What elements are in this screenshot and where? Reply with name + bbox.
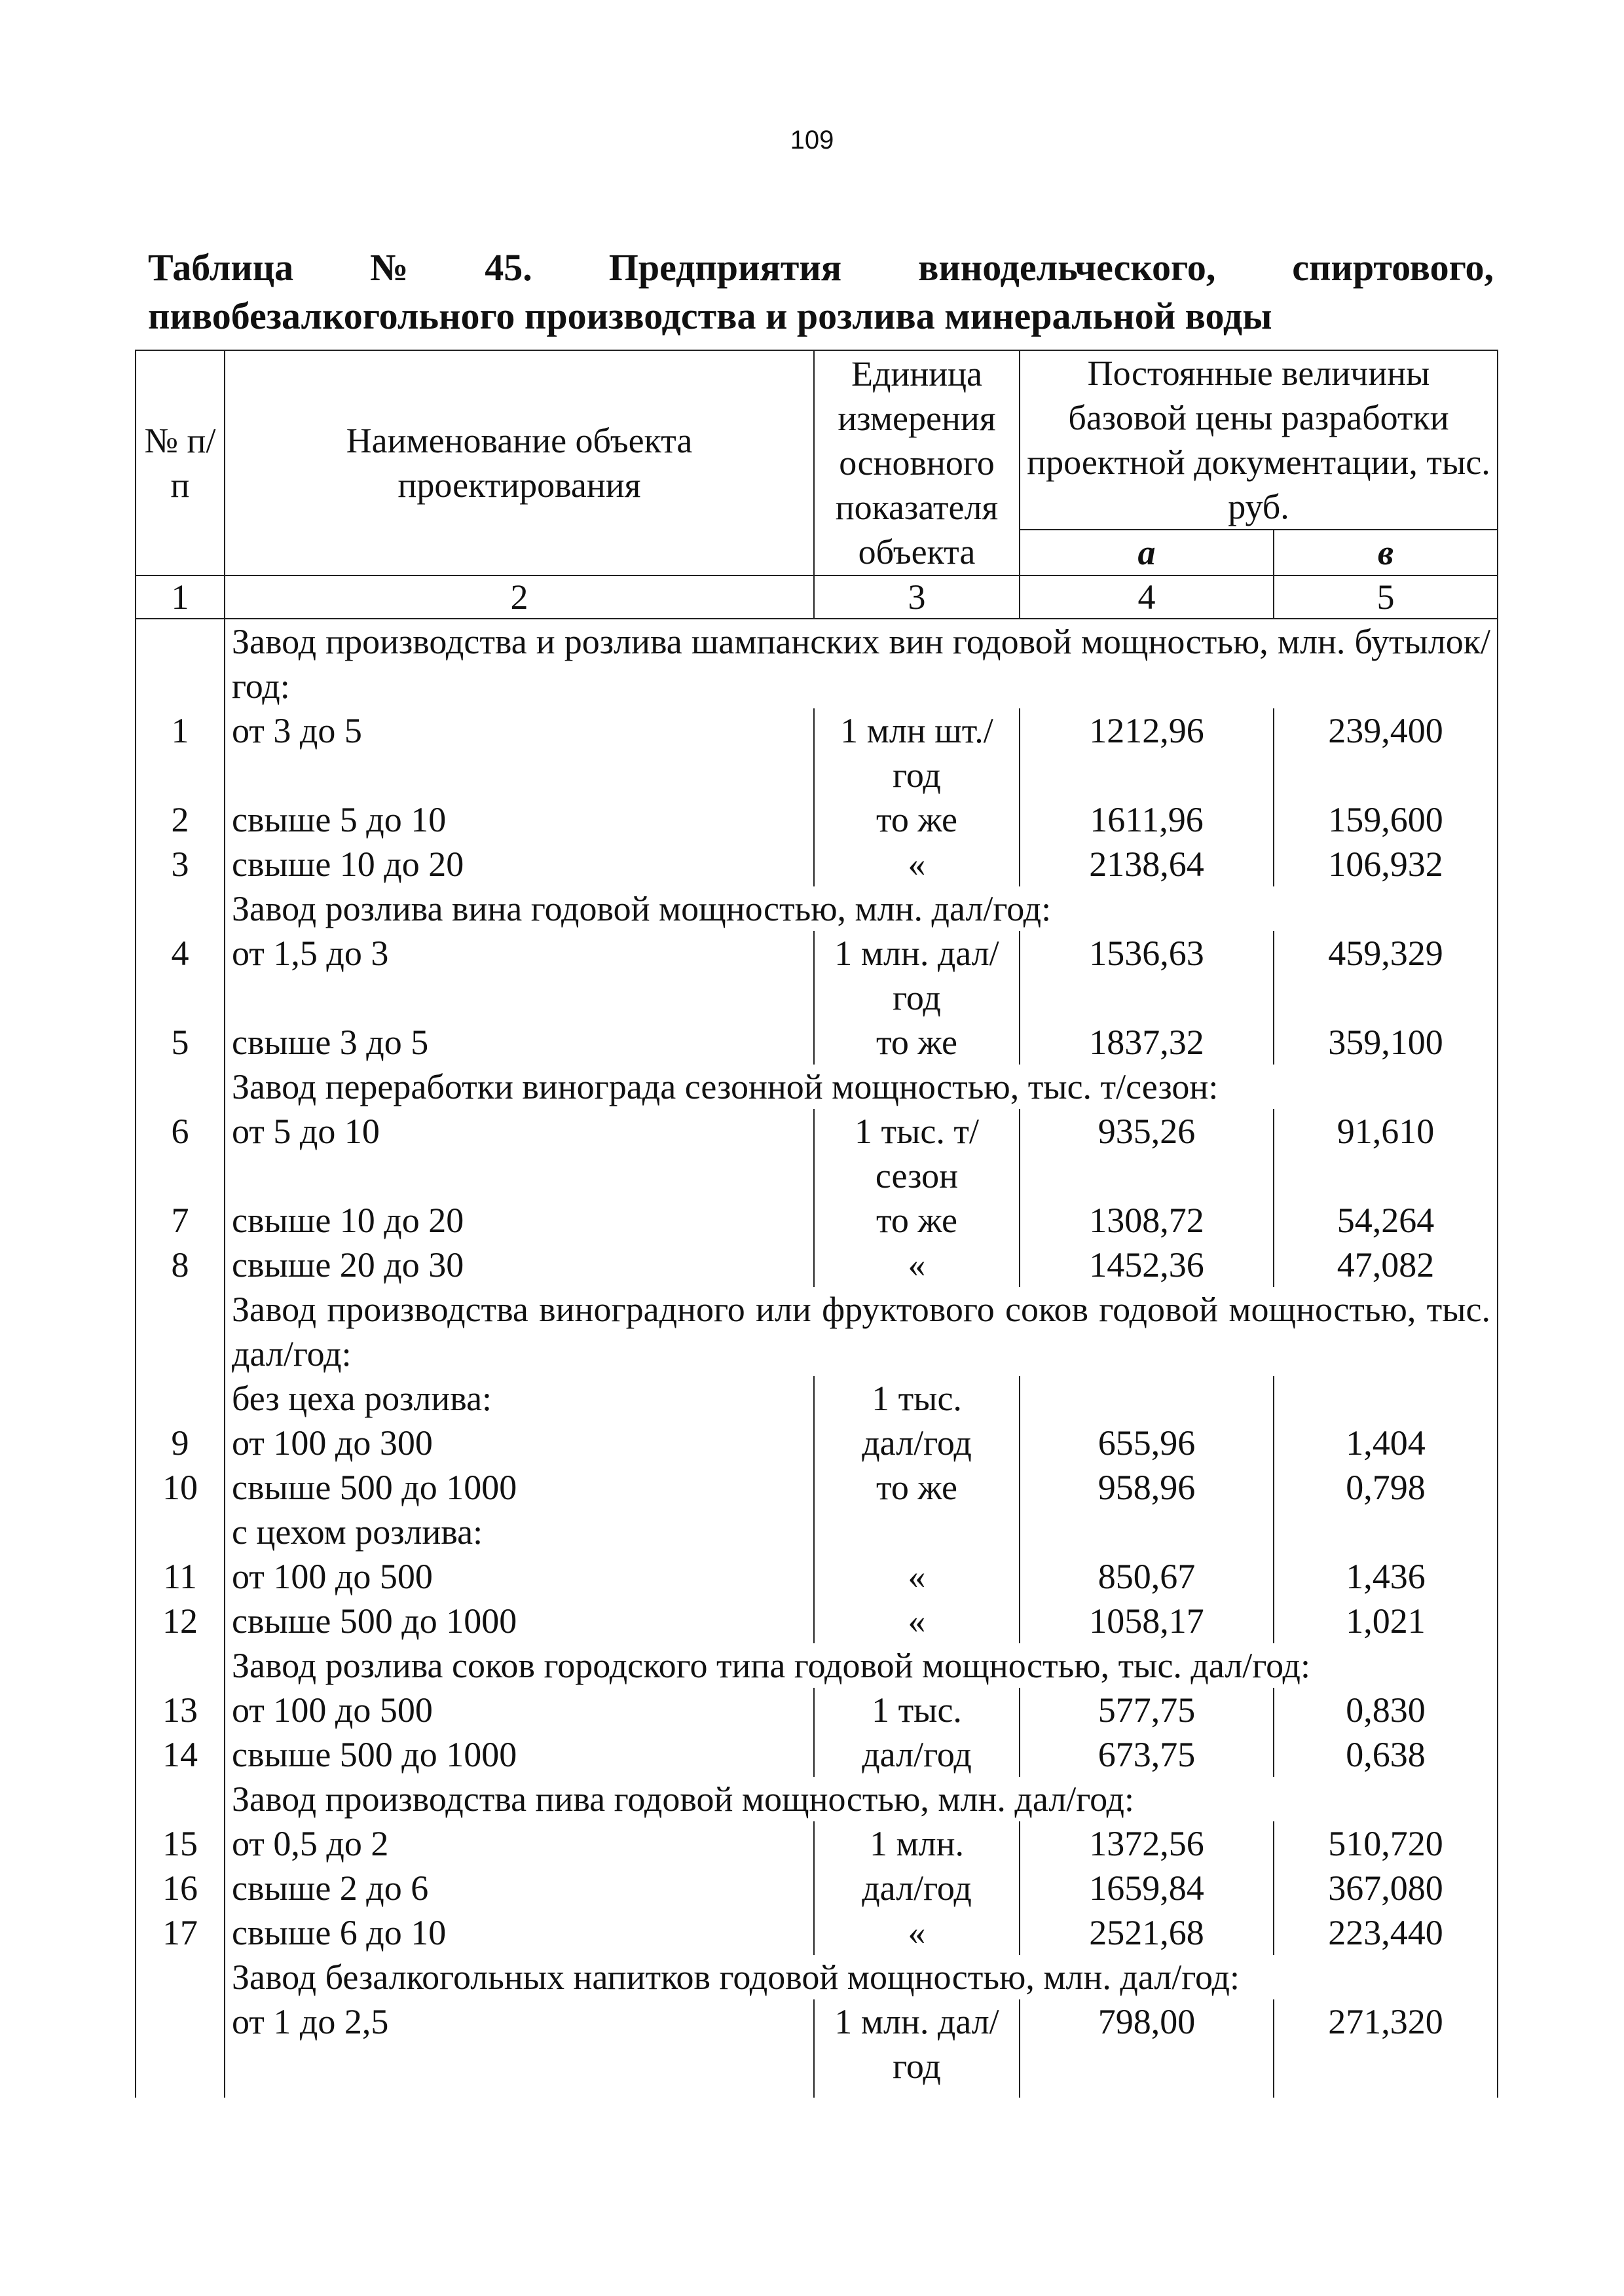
unit-cell: то же xyxy=(814,1198,1020,1243)
price-v-cell: 91,610 xyxy=(1274,1109,1498,1198)
price-v-cell: 1,021 xyxy=(1274,1599,1498,1643)
section-row xyxy=(136,1643,1498,1688)
table-row xyxy=(136,1599,1498,1643)
title-word: 45. xyxy=(485,246,532,289)
price-v-cell: 239,400 xyxy=(1274,708,1498,797)
unit-cell: 1 млн. дал/год xyxy=(814,931,1020,1020)
unit-cell: дал/год xyxy=(814,1866,1020,1910)
price-v-cell: 54,264 xyxy=(1274,1198,1498,1243)
row-number-cell: 9 xyxy=(136,1421,225,1465)
unit-cell: « xyxy=(814,1910,1020,1955)
object-name-cell: без цеха розлива: xyxy=(225,1376,814,1421)
row-number-cell xyxy=(136,1287,225,1376)
price-a-cell: 1611,96 xyxy=(1020,797,1274,842)
price-v-cell: 223,440 xyxy=(1274,1910,1498,1955)
price-a-cell: 1452,36 xyxy=(1020,1243,1274,1287)
price-v-cell: 510,720 xyxy=(1274,1821,1498,1866)
row-number-cell xyxy=(136,1777,225,1821)
row-number-cell: 2 xyxy=(136,797,225,842)
unit-cell: 1 млн. xyxy=(814,1821,1020,1866)
table-row xyxy=(136,1821,1498,1866)
section-heading-cell: Завод производства виноградного или фруктового соков годовой мощностью, тыс. дал/год: xyxy=(225,1287,1498,1376)
row-number-cell: 5 xyxy=(136,1020,225,1065)
table-body xyxy=(136,619,1498,2098)
section-row xyxy=(136,1065,1498,1109)
table-header xyxy=(136,350,1498,619)
table-row xyxy=(136,708,1498,797)
row-number-cell: 1 xyxy=(136,708,225,797)
object-name-cell: от 3 до 5 xyxy=(225,708,814,797)
section-row xyxy=(136,1777,1498,1821)
price-a-cell: 1372,56 xyxy=(1020,1821,1274,1866)
price-a-cell: 673,75 xyxy=(1020,1732,1274,1777)
page-number: 109 xyxy=(790,126,834,155)
price-a-cell: 935,26 xyxy=(1020,1109,1274,1198)
price-v-cell: 1,404 xyxy=(1274,1421,1498,1465)
price-a-cell xyxy=(1020,1510,1274,1554)
table-title-line-2: пивобезалкогольного производства и розлива минеральной воды xyxy=(148,295,1272,337)
row-number-cell: 11 xyxy=(136,1554,225,1599)
unit-cell: дал/год xyxy=(814,1732,1020,1777)
title-word: Таблица xyxy=(148,246,294,289)
object-name-cell: свыше 6 до 10 xyxy=(225,1910,814,1955)
header-name: Наименование объекта проектирования xyxy=(225,350,814,575)
table-row xyxy=(136,1243,1498,1287)
price-a-cell: 2521,68 xyxy=(1020,1910,1274,1955)
price-a-cell xyxy=(1020,1376,1274,1421)
table-row xyxy=(136,1866,1498,1910)
object-name-cell: от 100 до 500 xyxy=(225,1688,814,1732)
price-v-cell: 47,082 xyxy=(1274,1243,1498,1287)
object-name-cell: свыше 500 до 1000 xyxy=(225,1732,814,1777)
title-word: спиртового, xyxy=(1292,246,1494,289)
object-name-cell: свыше 20 до 30 xyxy=(225,1243,814,1287)
unit-cell: 1 тыс. т/сезон xyxy=(814,1109,1020,1198)
section-heading-cell: Завод розлива вина годовой мощностью, млн. дал/год: xyxy=(225,886,1498,931)
col-number: 1 xyxy=(136,575,225,619)
price-table-container xyxy=(135,350,1497,2098)
price-v-cell: 1,436 xyxy=(1274,1554,1498,1599)
table-row xyxy=(136,1109,1498,1198)
price-a-cell: 1058,17 xyxy=(1020,1599,1274,1643)
price-a-cell: 850,67 xyxy=(1020,1554,1274,1599)
unit-cell: 1 млн. дал/год xyxy=(814,1999,1020,2098)
unit-cell: то же xyxy=(814,797,1020,842)
section-heading-cell: Завод производства и розлива шампанских вин годовой мощностью, млн. бутылок/год: xyxy=(225,619,1498,708)
section-row xyxy=(136,886,1498,931)
row-number-cell: 17 xyxy=(136,1910,225,1955)
col-number: 2 xyxy=(225,575,814,619)
table-row xyxy=(136,1999,1498,2098)
object-name-cell: от 100 до 500 xyxy=(225,1554,814,1599)
price-v-cell: 359,100 xyxy=(1274,1020,1498,1065)
row-number-cell: 10 xyxy=(136,1465,225,1510)
price-a-cell: 577,75 xyxy=(1020,1688,1274,1732)
header-num: № п/п xyxy=(136,350,225,575)
table-row xyxy=(136,931,1498,1020)
object-name-cell: свыше 3 до 5 xyxy=(225,1020,814,1065)
row-number-cell xyxy=(136,619,225,708)
row-number-cell: 12 xyxy=(136,1599,225,1643)
object-name-cell: свыше 2 до 6 xyxy=(225,1866,814,1910)
price-table xyxy=(135,350,1498,2098)
price-a-cell: 1837,32 xyxy=(1020,1020,1274,1065)
table-row xyxy=(136,1020,1498,1065)
section-row xyxy=(136,1287,1498,1376)
table-row xyxy=(136,1688,1498,1732)
object-name-cell: от 1 до 2,5 xyxy=(225,1999,814,2098)
row-number-cell: 8 xyxy=(136,1243,225,1287)
header-prices: Постоянные величины базовой цены разработки проектной документации, тыс. руб. xyxy=(1020,350,1498,530)
row-number-cell: 16 xyxy=(136,1866,225,1910)
price-a-cell: 798,00 xyxy=(1020,1999,1274,2098)
unit-cell: « xyxy=(814,1243,1020,1287)
unit-cell: 1 млн шт./год xyxy=(814,708,1020,797)
row-number-cell xyxy=(136,1510,225,1554)
object-name-cell: с цехом розлива: xyxy=(225,1510,814,1554)
price-v-cell: 0,830 xyxy=(1274,1688,1498,1732)
object-name-cell: от 5 до 10 xyxy=(225,1109,814,1198)
table-row xyxy=(136,1554,1498,1599)
object-name-cell: от 100 до 300 xyxy=(225,1421,814,1465)
price-a-cell: 1659,84 xyxy=(1020,1866,1274,1910)
price-v-cell xyxy=(1274,1376,1498,1421)
table-row xyxy=(136,797,1498,842)
object-name-cell: свыше 10 до 20 xyxy=(225,842,814,886)
table-row xyxy=(136,1421,1498,1465)
header-sub-a: а xyxy=(1020,530,1274,575)
row-number-cell: 13 xyxy=(136,1688,225,1732)
row-number-cell: 4 xyxy=(136,931,225,1020)
unit-cell: дал/год xyxy=(814,1421,1020,1465)
price-a-cell: 1212,96 xyxy=(1020,708,1274,797)
object-name-cell: свыше 5 до 10 xyxy=(225,797,814,842)
table-row xyxy=(136,842,1498,886)
unit-cell: 1 тыс. xyxy=(814,1376,1020,1421)
section-row xyxy=(136,619,1498,708)
row-number-cell xyxy=(136,1999,225,2098)
table-row xyxy=(136,1510,1498,1554)
price-v-cell: 106,932 xyxy=(1274,842,1498,886)
title-word: винодельческого, xyxy=(918,246,1216,289)
object-name-cell: свыше 500 до 1000 xyxy=(225,1465,814,1510)
row-number-cell: 6 xyxy=(136,1109,225,1198)
table-row xyxy=(136,1910,1498,1955)
table-title xyxy=(148,244,1494,340)
price-a-cell: 1308,72 xyxy=(1020,1198,1274,1243)
object-name-cell: от 0,5 до 2 xyxy=(225,1821,814,1866)
object-name-cell: свыше 500 до 1000 xyxy=(225,1599,814,1643)
price-v-cell: 459,329 xyxy=(1274,931,1498,1020)
unit-cell: « xyxy=(814,1599,1020,1643)
section-heading-cell: Завод безалкогольных напитков годовой мощностью, млн. дал/год: xyxy=(225,1955,1498,1999)
row-number-cell xyxy=(136,1065,225,1109)
unit-cell: « xyxy=(814,1554,1020,1599)
section-row xyxy=(136,1955,1498,1999)
row-number-cell xyxy=(136,1643,225,1688)
unit-cell: « xyxy=(814,842,1020,886)
price-a-cell: 1536,63 xyxy=(1020,931,1274,1020)
unit-cell: то же xyxy=(814,1465,1020,1510)
section-heading-cell: Завод переработки винограда сезонной мощностью, тыс. т/сезон: xyxy=(225,1065,1498,1109)
row-number-cell: 7 xyxy=(136,1198,225,1243)
price-v-cell: 271,320 xyxy=(1274,1999,1498,2098)
unit-cell: 1 тыс. xyxy=(814,1688,1020,1732)
header-sub-v: в xyxy=(1274,530,1498,575)
unit-cell xyxy=(814,1510,1020,1554)
col-number: 3 xyxy=(814,575,1020,619)
object-name-cell: свыше 10 до 20 xyxy=(225,1198,814,1243)
table-row xyxy=(136,1198,1498,1243)
unit-cell: то же xyxy=(814,1020,1020,1065)
price-a-cell: 958,96 xyxy=(1020,1465,1274,1510)
object-name-cell: от 1,5 до 3 xyxy=(225,931,814,1020)
title-word: № xyxy=(370,246,409,289)
price-v-cell: 0,638 xyxy=(1274,1732,1498,1777)
price-v-cell xyxy=(1274,1510,1498,1554)
table-row xyxy=(136,1732,1498,1777)
row-number-cell: 14 xyxy=(136,1732,225,1777)
price-a-cell: 2138,64 xyxy=(1020,842,1274,886)
price-a-cell: 655,96 xyxy=(1020,1421,1274,1465)
table-row xyxy=(136,1376,1498,1421)
row-number-cell: 3 xyxy=(136,842,225,886)
price-v-cell: 0,798 xyxy=(1274,1465,1498,1510)
col-number: 4 xyxy=(1020,575,1274,619)
table-row xyxy=(136,1465,1498,1510)
section-heading-cell: Завод производства пива годовой мощностью, млн. дал/год: xyxy=(225,1777,1498,1821)
title-word: Предприятия xyxy=(608,246,842,289)
price-v-cell: 159,600 xyxy=(1274,797,1498,842)
header-unit: Единица измерения основного показателя объекта xyxy=(814,350,1020,575)
price-v-cell: 367,080 xyxy=(1274,1866,1498,1910)
row-number-cell xyxy=(136,1955,225,1999)
row-number-cell xyxy=(136,1376,225,1421)
row-number-cell: 15 xyxy=(136,1821,225,1866)
table-title-line-1 xyxy=(148,244,1494,292)
row-number-cell xyxy=(136,886,225,931)
col-number: 5 xyxy=(1274,575,1498,619)
section-heading-cell: Завод розлива соков городского типа годовой мощностью, тыс. дал/год: xyxy=(225,1643,1498,1688)
